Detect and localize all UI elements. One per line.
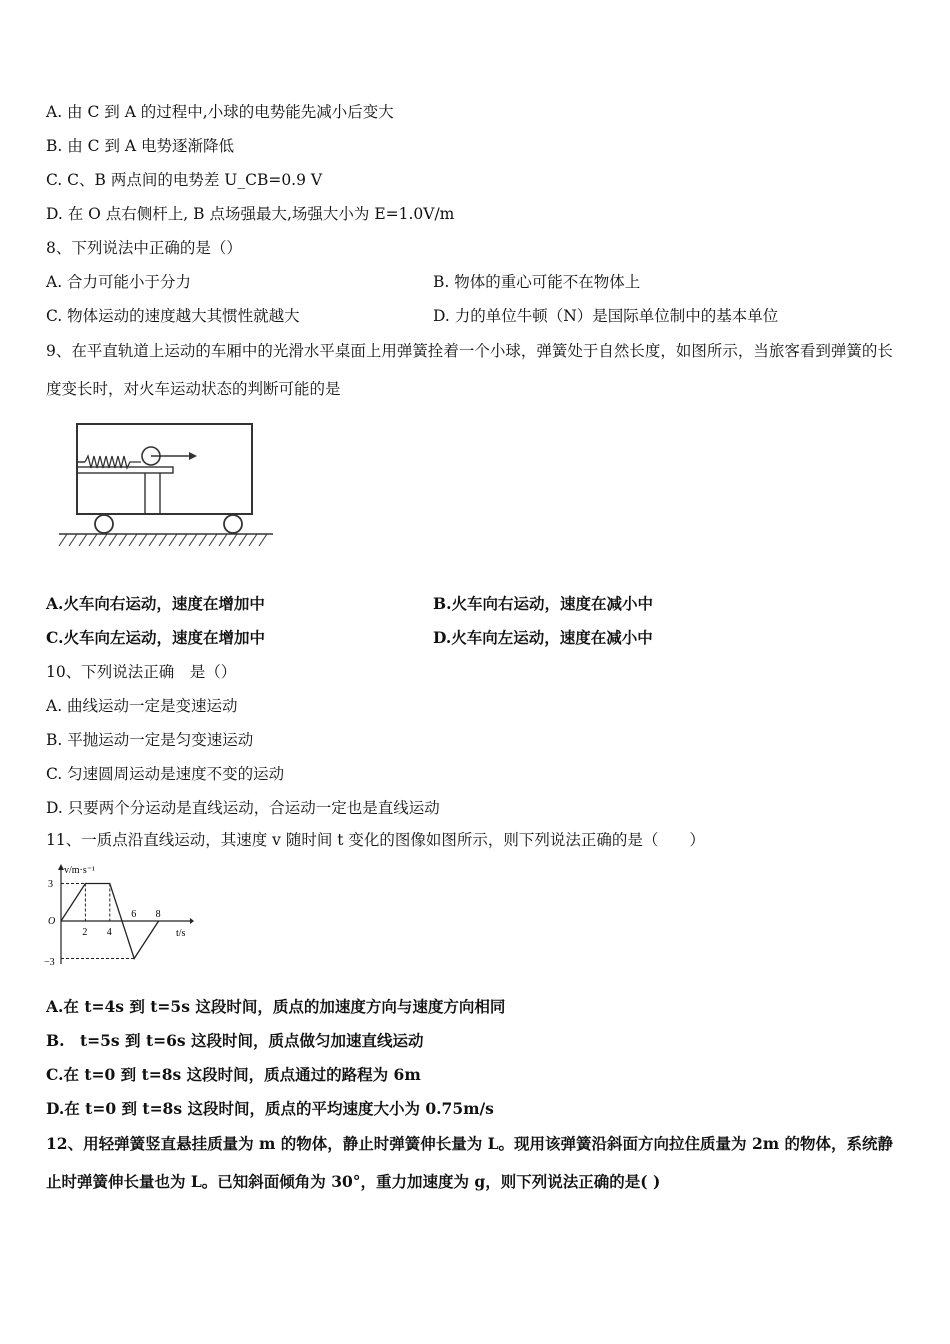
q8-stem: 8、下列说法中正确的是（） [46, 239, 242, 257]
q8-option-a: A. 合力可能小于分力 [46, 273, 192, 291]
q8-option-d: D. 力的单位牛顿（N）是国际单位制中的基本单位 [433, 307, 779, 325]
q8-option-c: C. 物体运动的速度越大其惯性就越大 [46, 307, 300, 325]
q10-option-c: C. 匀速圆周运动是速度不变的运动 [46, 765, 285, 783]
q11-option-b: B. t=5s 到 t=6s 这段时间，质点做匀加速直线运动 [46, 1031, 424, 1050]
q10-option-a: A. 曲线运动一定是变速运动 [46, 697, 238, 715]
q7-option-c: C. C、B 两点间的电势差 U_CB=0.9 V [46, 171, 323, 189]
q10-option-b: B. 平抛运动一定是匀变速运动 [46, 731, 254, 749]
x-tick-label: 2 [82, 927, 88, 938]
x-axis-label: t/s [176, 928, 186, 939]
x-tick-label: 4 [106, 927, 112, 938]
q7-option-b: B. 由 C 到 A 电势逐渐降低 [46, 137, 235, 155]
q10-stem: 10、下列说法正确 是（） [46, 663, 237, 681]
y-axis-label: v/m·s⁻¹ [64, 865, 96, 876]
y-tick-label-neg: −3 [44, 957, 55, 968]
train-car-figure [55, 420, 280, 552]
x-tick-label: 6 [131, 909, 137, 920]
q11-option-d: D.在 t=0 到 t=8s 这段时间，质点的平均速度大小为 0.75m/s [46, 1099, 494, 1118]
y-tick-label-pos: 3 [48, 879, 53, 890]
x-axis-arrow [190, 918, 194, 924]
q9-stem: 9、在平直轨道上运动的车厢中的光滑水平桌面上用弹簧拴着一个小球，弹簧处于自然长度，如图所示，当旅客看到弹簧的长度变长时，对火车运动状态的判断可能的是 [46, 342, 893, 398]
q9-option-d: D.火车向左运动，速度在减小中 [433, 628, 653, 647]
q11-option-c: C.在 t=0 到 t=8s 这段时间，质点通过的路程为 6m [46, 1065, 421, 1084]
q9-option-c: C.火车向左运动，速度在增加中 [46, 628, 265, 647]
q11-option-a: A.在 t=4s 到 t=5s 这段时间，质点的加速度方向与速度方向相同 [46, 997, 506, 1016]
origin-label: O [48, 916, 56, 927]
q7-option-a: A. 由 C 到 A 的过程中,小球的电势能先减小后变大 [46, 103, 394, 121]
q7-option-d: D. 在 O 点右侧杆上, B 点场强最大,场强大小为 E=1.0V/m [46, 205, 455, 223]
q11-stem: 11、一质点沿直线运动，其速度 v 随时间 t 变化的图像如图所示，则下列说法正确的是（ ） [46, 831, 705, 849]
q12-stem: 12、用轻弹簧竖直悬挂质量为 m 的物体，静止时弹簧伸长量为 L。现用该弹簧沿斜面方向拉住质量为 2m 的物体，系统静止时弹簧伸长量也为 L。已知斜面倾角为 30°，重力加速度为 g，则下列说法正确的是( ) [46, 1134, 894, 1191]
x-tick-label: 8 [155, 909, 161, 920]
q8-option-b: B. 物体的重心可能不在物体上 [433, 273, 641, 291]
q10-option-d: D. 只要两个分运动是直线运动，合运动一定也是直线运动 [46, 799, 440, 817]
q9-option-b: B.火车向右运动，速度在减小中 [433, 594, 653, 613]
q9-option-a: A.火车向右运动，速度在增加中 [46, 594, 265, 613]
velocity-time-graph [44, 862, 194, 972]
